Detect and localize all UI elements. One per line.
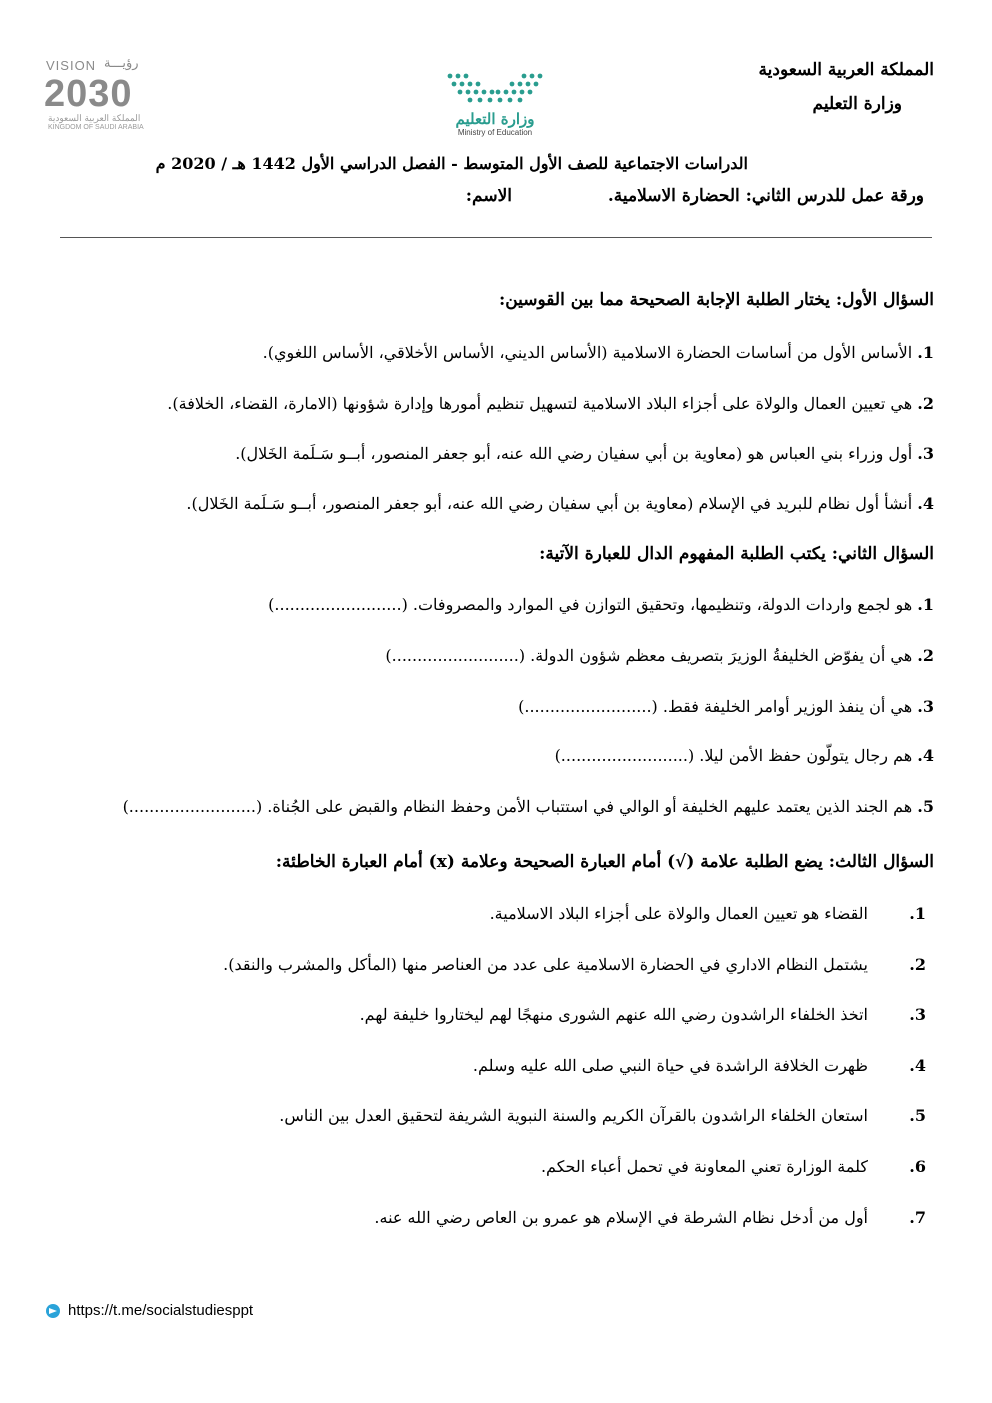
list-item: 4. أنشأ أول نظام للبريد في الإسلام (معاوية بن أبي سفيان رضي الله عنه، أبو جعفر المنصور، أبــو سَـلَمة الخَلال).	[186, 494, 934, 513]
list-item: 2. هي تعيين العمال والولاة على أجزاء البلاد الاسلامية لتسهيل تنظيم أمورها وإدارة شؤونها (الامارة، القضاء، الخلافة).	[167, 394, 934, 413]
list-item: 3.اتخذ الخلفاء الراشدون رضي الله عنهم الشورى منهجًا لهم ليختاروا خليفة لهم.	[359, 1005, 926, 1024]
list-item: 4. هم رجال يتولّون حفظ الأمن ليلا. (.........................)	[554, 746, 934, 765]
list-item: 1.القضاء هو تعيين العمال والولاة على أجزاء البلاد الاسلامية.	[489, 904, 926, 923]
list-item: 3. أول وزراء بني العباس هو (معاوية بن أبي سفيان رضي الله عنه، أبو جعفر المنصور، أبــو سَـلَمة الخَلال).	[235, 444, 934, 463]
section2-title: السؤال الثاني: يكتب الطلبة المفهوم الدال للعبارة الآتية:	[539, 544, 934, 564]
list-item: 7.أول من أدخل نظام الشرطة في الإسلام هو عمرو بن العاص رضي الله عنه.	[374, 1208, 926, 1227]
ministry-logo-arabic: وزارة التعليم	[455, 110, 535, 128]
list-item: 1. الأساس الأول من أساسات الحضارة الاسلامية (الأساس الديني، الأساس الأخلاقي، الأساس اللغوي).	[262, 343, 934, 362]
list-item: 4.ظهرت الخلافة الراشدة في حياة النبي صلى الله عليه وسلم.	[472, 1056, 926, 1075]
footer-link-text[interactable]: https://t.me/socialstudiesppt	[68, 1302, 254, 1319]
list-item: 5. هم الجند الذين يعتمد عليهم الخليفة أو الوالي في استتباب الأمن وحفظ النظام والقبض على الجُناة. (.........................)	[122, 797, 934, 816]
vision-logo-sub-english: KINGDOM OF SAUDI ARABIA	[48, 124, 144, 131]
list-item: 5.استعان الخلفاء الراشدون بالقرآن الكريم والسنة النبوية الشريفة لتحقيق العدل بين الناس.	[279, 1106, 926, 1125]
vision-logo-word: VISION	[46, 58, 97, 73]
list-item: 6.كلمة الوزارة تعني المعاونة في تحمل أعباء الحكم.	[540, 1157, 926, 1176]
student-name-label: الاسم:	[465, 186, 512, 206]
list-item: 3. هي أن ينفذ الوزير أوامر الخليفة فقط. (.........................)	[518, 697, 934, 716]
vision-logo-year: 2030	[44, 73, 133, 115]
telegram-icon	[46, 1304, 60, 1318]
vision-logo-sub-arabic: المملكة العربية السعودية	[48, 114, 141, 124]
footer-link[interactable]	[46, 1302, 253, 1319]
section3-title: السؤال الثالث: يضع الطلبة علامة (√) أمام العبارة الصحيحة وعلامة (x) أمام العبارة الخاطئة:	[275, 852, 934, 872]
country-name: المملكة العربية السعودية	[758, 60, 934, 80]
list-item: 2. هي أن يفوّض الخليفةُ الوزيرَ بتصريف معظم شؤون الدولة. (.........................)	[385, 646, 934, 665]
header-divider	[60, 237, 932, 238]
vision-logo-arabic: رؤيـــة	[104, 56, 139, 71]
section1-title: السؤال الأول: يختار الطلبة الإجابة الصحيحة مما بين القوسين:	[498, 290, 934, 310]
ministry-name: وزارة التعليم	[812, 94, 902, 114]
subject-line: الدراسات الاجتماعية للصف الأول المتوسط - الفصل الدراسي الأول 1442 هـ / 2020 م	[155, 154, 748, 173]
ministry-logo-english: Ministry of Education	[457, 128, 533, 137]
lesson-title: ورقة عمل للدرس الثاني: الحضارة الاسلامية.	[607, 186, 924, 206]
list-item: 2.يشتمل النظام الاداري في الحضارة الاسلامية على عدد من العناصر منها (المأكل والمشرب والنقد).	[223, 955, 926, 974]
list-item: 1. هو لجمع واردات الدولة، وتنظيمها، وتحقيق التوازن في الموارد والمصروفات. (.........................)	[268, 595, 934, 614]
